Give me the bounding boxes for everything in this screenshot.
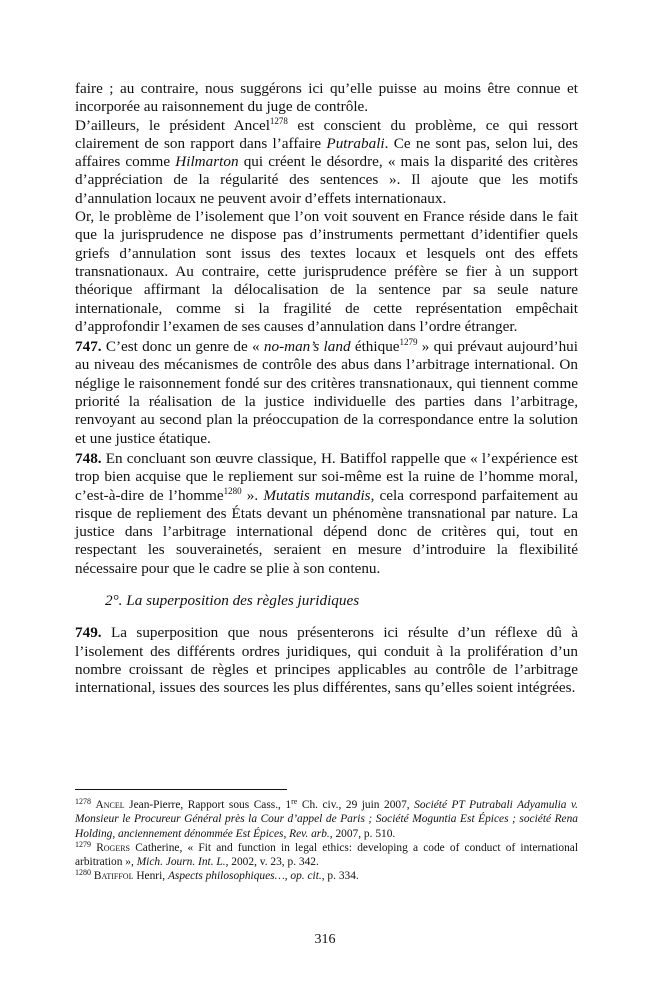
paragraph-text: , cela correspond parfaitement au risque de repliement des États devant un phénomène transnational par nature. La justice dans l’arbitrage international dépend donc de critères qui, tout en respectant les souverainetés, seraient en mesure d’introduire la flexibilité nécessaire pour que le cadre se plie à son contenu. <box>75 486 579 577</box>
footnote-1278 <box>75 798 578 841</box>
footnote-title: Société PT Putrabali Adyamulia v. Monsieur le Procureur Général près la Cour d’appel de Paris ; Société Moguntia Est Épices ; société Rena Holding, anciennement dénommée Est Épices <box>75 799 579 840</box>
footnote-text: Catherine, « Fit and function in legal ethics: developing a code of conduct of international arbitration », <box>75 841 578 869</box>
footnote-number: 1280 <box>75 868 91 878</box>
footnote-separator <box>75 789 287 790</box>
footnote-text: Henri, <box>133 870 168 883</box>
italic-term: Mutatis mutandis <box>263 486 371 504</box>
paragraph-747 <box>75 338 578 448</box>
paragraph-748 <box>75 450 578 578</box>
paragraph-number: 748. <box>75 449 102 467</box>
footnote-text: Jean-Pierre, Rapport sous Cass., 1 <box>124 799 292 811</box>
paragraph-text: ». <box>241 486 264 504</box>
section-subheading: 2°. La superposition des règles juridiques <box>105 592 360 610</box>
footnote-journal: Mich. Journ. Int. L. <box>136 856 226 869</box>
paragraph-isolement <box>75 208 578 336</box>
footnote-number: 1278 <box>75 797 91 806</box>
footnote-author: Ancel <box>95 799 125 811</box>
paragraph-number: 749. <box>75 624 102 642</box>
paragraph-text: D’ailleurs, le président Ancel <box>75 116 270 134</box>
paragraph-text: . Ce ne sont pas, selon lui, des affaires comme <box>75 134 578 171</box>
footnote-ref-1280[interactable]: 1280 <box>223 485 242 496</box>
paragraph-text: C’est donc un genre de « <box>101 338 264 356</box>
paragraph-number: 747. <box>75 338 102 356</box>
footnote-text: Ch. civ., 29 juin 2007, <box>297 799 415 811</box>
paragraph-text: La superposition que nous présenterons ici résulte d’un réflexe dû à l’isolement des différents ordres juridiques, qui conduit à la prolifération d’un nombre croissant de règles et principes applicables au contrôle de l’arbitrage international, issues des sources les plus différentes, sans qu’elles soient intégrées. <box>75 624 578 697</box>
footnote-1280 <box>75 869 578 883</box>
footnote-text: , <box>283 827 290 840</box>
paragraph-text: est conscient du problème, ce qui ressort clairement de son rapport dans l’affaire <box>75 116 578 152</box>
footnote-author: Batiffol <box>93 870 134 883</box>
paragraph-ancel <box>75 117 578 208</box>
footnote-ref-1279[interactable]: 1279 <box>399 337 418 348</box>
footnote-text: , p. 334. <box>321 870 359 883</box>
case-name: Putrabali <box>326 134 385 152</box>
footnote-journal: Rev. arb. <box>289 827 330 840</box>
footnote-author: Rogers <box>96 841 131 854</box>
paragraph-text: qui créent le désordre, « mais la disparité des critères d’appréciation de la régularité des sentences ». Il ajoute que les motifs d’annulation locaux ne peuvent avoir d’effets internationaux. <box>75 153 579 207</box>
footnotes <box>75 798 578 884</box>
page-number: 316 <box>314 932 336 947</box>
paragraph-text: faire ; au contraire, nous suggérons ici qu’elle puisse au moins être connue et incorporée au raisonnement du juge de contrôle. <box>75 80 578 116</box>
paragraph-text: éthique <box>350 338 400 356</box>
footnote-number: 1279 <box>75 839 91 849</box>
footnote-title: Aspects philosophiques… <box>167 870 285 883</box>
paragraph-text: En concluant son œuvre classique, H. Batiffol rappelle que « l’expérience est trop bien acquise que le repliement sur soi-même est la ruine de l’homme moral, c’est-à-dire de l’homme <box>75 449 578 504</box>
paragraph-text: Or, le problème de l’isolement que l’on voit souvent en France réside dans le fait que la jurisprudence ne dispose pas d’instruments permettant d’identifier quels griefs d’annulation sont issus des textes locaux et lesquels ont des effets transnationaux. Au contraire, cette jurisprudence préfère se fier à un support théorique affirmant la délocalisation de la sentence par sa seule nature internationale, comme si la fragilité de cette représentation empêchait d’approfondir l’examen de ses causes d’annulation dans l’ordre étranger. <box>75 208 578 335</box>
italic-term: no-man’s land <box>263 338 351 356</box>
footnote-text: , <box>284 870 291 883</box>
main-text <box>75 80 578 698</box>
footnote-abbrev: op. cit. <box>290 870 322 883</box>
paragraph-continuation <box>75 80 578 117</box>
ordinal-suffix: re <box>291 797 298 806</box>
footnote-ref-1278[interactable]: 1278 <box>269 115 288 126</box>
footnote-text: , 2002, v. 23, p. 342. <box>225 856 319 869</box>
footnote-text: , 2007, p. 510. <box>329 827 396 840</box>
paragraph-749 <box>75 624 578 697</box>
paragraph-text: » qui prévaut aujourd’hui au niveau des mécanismes de contrôle des abus dans l’arbitrage international. On néglige le raisonnement fondé sur des critères transnationaux, qui tiennent comme priorité la réalisation de la justice individuelle des parties dans l’arbitrage, renvoyant au second plan la préoccupation de la correspondance entre la solution et une justice étatique. <box>75 338 578 447</box>
case-name: Hilmarton <box>175 153 239 171</box>
footnote-1279 <box>75 841 578 870</box>
